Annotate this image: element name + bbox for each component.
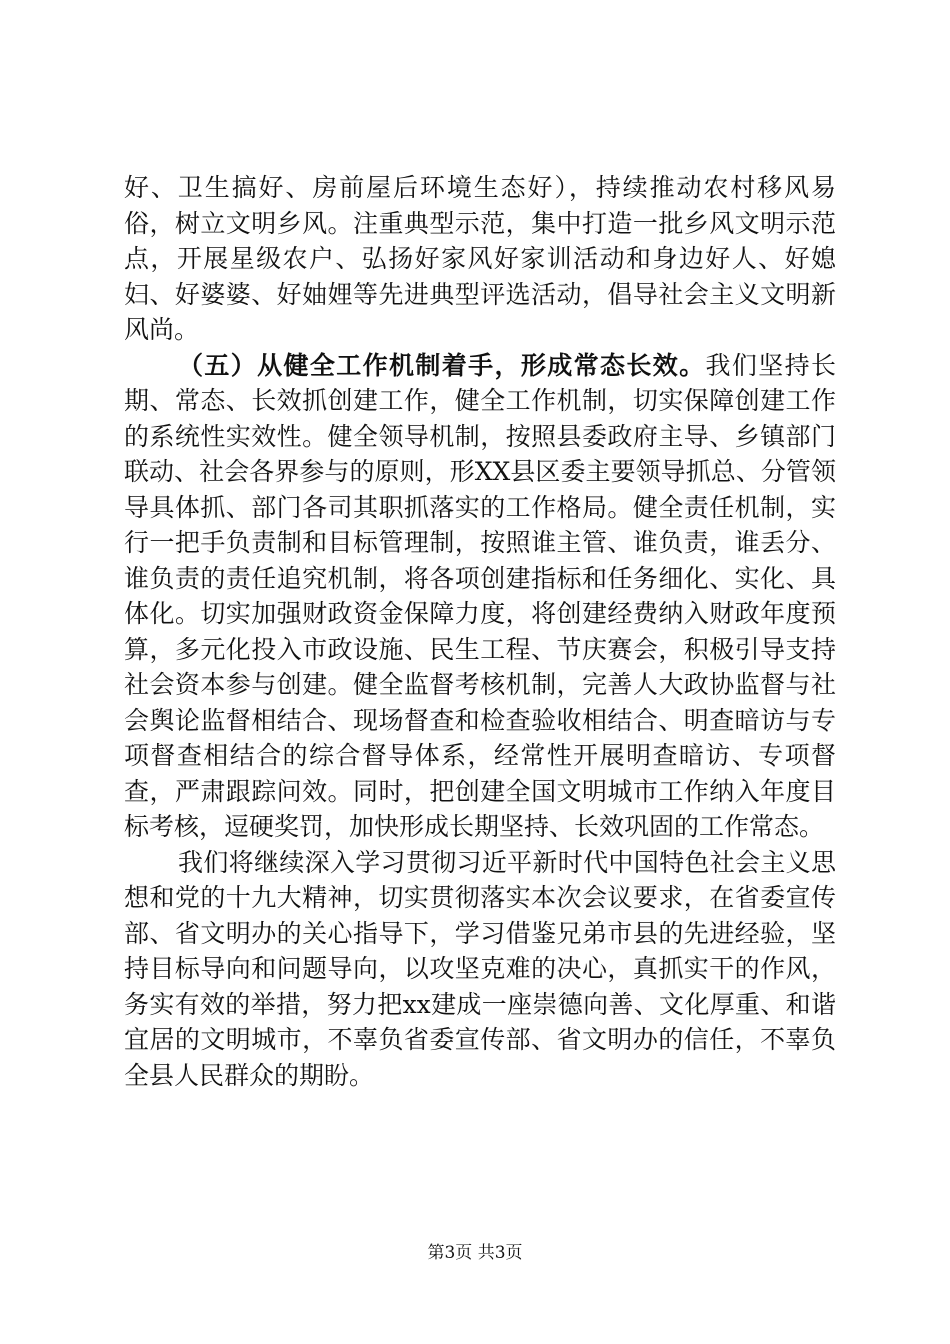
paragraph-conclusion: 我们将继续深入学习贯彻习近平新时代中国特色社会主义思想和党的十九大精神，切实贯彻落实本次会议要求，在省委宣传部、省文明办的关心指导下，学习借鉴兄弟市县的先进经验，坚持目标导向和问题导向，以攻坚克难的决心，真抓实干的作风，务实有效的举措，努力把xx建成一座崇德向善、文化厚重、和谐宜居的文明城市，不辜负省委宣传部、省文明办的信任，不辜负全县人民群众的期盼。 — [124, 847, 836, 1090]
document-body — [124, 170, 836, 1093]
paragraph-continuation: 好、卫生搞好、房前屋后环境生态好），持续推动农村移风易俗，树立文明乡风。注重典型示范，集中打造一批乡风文明示范点，开展星级农户、弘扬好家风好家训活动和身边好人、好媳妇、好婆婆、好妯娌等先进典型评选活动，倡导社会主义文明新风尚。 — [124, 173, 836, 344]
section-heading: （五）从健全工作机制着手，形成常态长效。 — [178, 350, 706, 380]
paragraph-section-five — [124, 348, 836, 845]
section-body: 我们坚持长期、常态、长效抓创建工作，健全工作机制，切实保障创建工作的系统性实效性。健全领导机制，按照县委政府主导、乡镇部门联动、社会各界参与的原则，形XX县区委主要领导抓总、分管领导具体抓、部门各司其职抓落实的工作格局。健全责任机制，实行一把手负责制和目标管理制，按照谁主管、谁负责，谁丢分、谁负责的责任追究机制，将各项创建指标和任务细化、实化、具体化。切实加强财政资金保障力度，将创建经费纳入财政年度预算，多元化投入市政设施、民生工程、节庆赛会，积极引导支持社会资本参与创建。健全监督考核机制，完善人大政协监督与社会舆论监督相结合、现场督查和检查验收相结合、明查暗访与专项督查相结合的综合督导体系，经常性开展明查暗访、专项督查，严肃跟踪问效。同时，把创建全国文明城市工作纳入年度目标考核，逗硬奖罚，加快形成长期坚持、长效巩固的工作常态。 — [124, 350, 836, 841]
page-number-footer: 第3页 共3页 — [427, 1243, 523, 1263]
